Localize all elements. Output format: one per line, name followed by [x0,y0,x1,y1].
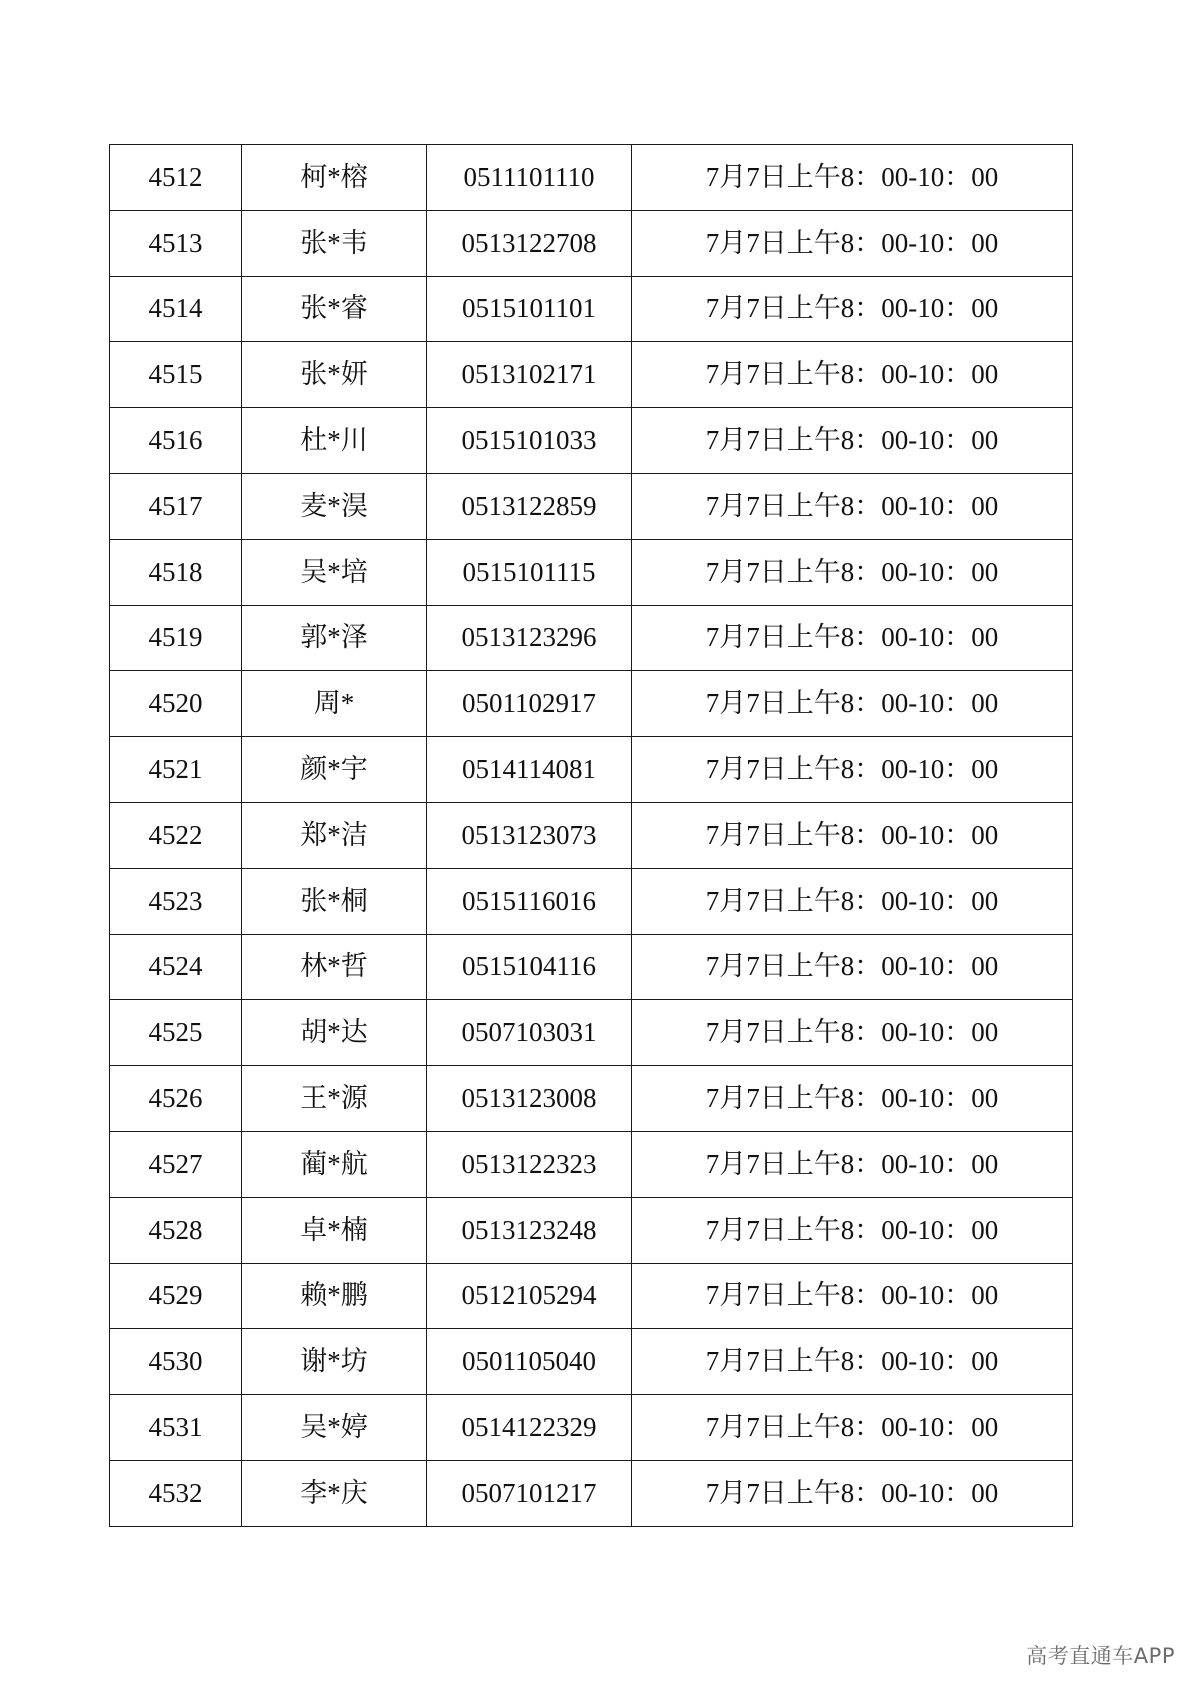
seq-cell: 4514 [110,276,242,342]
name-cell: 杜*川 [242,408,427,474]
exam-time-cell: 7月7日上午8：00-10：00 [632,671,1073,737]
exam-time-cell: 7月7日上午8：00-10：00 [632,539,1073,605]
table-row [110,1197,1073,1263]
seq-cell: 4521 [110,737,242,803]
exam-number-cell: 0513123248 [427,1197,632,1263]
table-row [110,408,1073,474]
exam-number-cell: 0515104116 [427,934,632,1000]
seq-cell: 4518 [110,539,242,605]
exam-number-cell: 0501102917 [427,671,632,737]
exam-time-cell: 7月7日上午8：00-10：00 [632,1395,1073,1461]
seq-cell: 4527 [110,1131,242,1197]
watermark-text: 高考直通车APP [1026,1644,1175,1668]
table-row [110,1263,1073,1329]
name-cell: 张*妍 [242,342,427,408]
table-row [110,210,1073,276]
name-cell: 郑*洁 [242,802,427,868]
exam-number-cell: 0507101217 [427,1460,632,1526]
exam-time-cell: 7月7日上午8：00-10：00 [632,408,1073,474]
name-cell: 卓*楠 [242,1197,427,1263]
table-row [110,671,1073,737]
seq-cell: 4512 [110,145,242,211]
exam-number-cell: 0515116016 [427,868,632,934]
exam-time-cell: 7月7日上午8：00-10：00 [632,737,1073,803]
exam-time-cell: 7月7日上午8：00-10：00 [632,802,1073,868]
seq-cell: 4520 [110,671,242,737]
exam-time-cell: 7月7日上午8：00-10：00 [632,276,1073,342]
exam-time-cell: 7月7日上午8：00-10：00 [632,1460,1073,1526]
name-cell: 蔺*航 [242,1131,427,1197]
exam-time-cell: 7月7日上午8：00-10：00 [632,1066,1073,1132]
student-schedule-table [109,144,1073,1527]
exam-number-cell: 0507103031 [427,1000,632,1066]
name-cell: 吴*婷 [242,1395,427,1461]
name-cell: 李*庆 [242,1460,427,1526]
exam-time-cell: 7月7日上午8：00-10：00 [632,868,1073,934]
exam-number-cell: 0515101115 [427,539,632,605]
name-cell: 麦*淏 [242,473,427,539]
seq-cell: 4522 [110,802,242,868]
table-row [110,1066,1073,1132]
name-cell: 胡*达 [242,1000,427,1066]
name-cell: 张*韦 [242,210,427,276]
name-cell: 张*桐 [242,868,427,934]
table-row [110,1395,1073,1461]
name-cell: 张*睿 [242,276,427,342]
seq-cell: 4528 [110,1197,242,1263]
table-row [110,934,1073,1000]
seq-cell: 4513 [110,210,242,276]
table-row [110,276,1073,342]
exam-number-cell: 0514114081 [427,737,632,803]
exam-time-cell: 7月7日上午8：00-10：00 [632,473,1073,539]
name-cell: 郭*泽 [242,605,427,671]
seq-cell: 4515 [110,342,242,408]
table-row [110,605,1073,671]
seq-cell: 4526 [110,1066,242,1132]
exam-number-cell: 0513102171 [427,342,632,408]
table-row [110,802,1073,868]
exam-number-cell: 0513122323 [427,1131,632,1197]
name-cell: 王*源 [242,1066,427,1132]
exam-number-cell: 0515101033 [427,408,632,474]
seq-cell: 4524 [110,934,242,1000]
seq-cell: 4531 [110,1395,242,1461]
table-row [110,1329,1073,1395]
exam-time-cell: 7月7日上午8：00-10：00 [632,1263,1073,1329]
name-cell: 赖*鹏 [242,1263,427,1329]
exam-time-cell: 7月7日上午8：00-10：00 [632,1131,1073,1197]
table-row [110,1131,1073,1197]
name-cell: 柯*榕 [242,145,427,211]
name-cell: 林*哲 [242,934,427,1000]
name-cell: 谢*坊 [242,1329,427,1395]
exam-number-cell: 0513123296 [427,605,632,671]
table-row [110,1460,1073,1526]
seq-cell: 4529 [110,1263,242,1329]
table-row [110,868,1073,934]
seq-cell: 4525 [110,1000,242,1066]
table-body [110,145,1073,1527]
exam-number-cell: 0501105040 [427,1329,632,1395]
table-row [110,473,1073,539]
exam-time-cell: 7月7日上午8：00-10：00 [632,342,1073,408]
exam-time-cell: 7月7日上午8：00-10：00 [632,934,1073,1000]
exam-time-cell: 7月7日上午8：00-10：00 [632,1000,1073,1066]
exam-time-cell: 7月7日上午8：00-10：00 [632,145,1073,211]
exam-number-cell: 0512105294 [427,1263,632,1329]
table-row [110,1000,1073,1066]
seq-cell: 4530 [110,1329,242,1395]
table-row [110,342,1073,408]
exam-number-cell: 0515101101 [427,276,632,342]
seq-cell: 4519 [110,605,242,671]
exam-number-cell: 0513122708 [427,210,632,276]
table-row [110,539,1073,605]
name-cell: 吴*培 [242,539,427,605]
table-row [110,737,1073,803]
exam-time-cell: 7月7日上午8：00-10：00 [632,210,1073,276]
exam-number-cell: 0513122859 [427,473,632,539]
table-row [110,145,1073,211]
name-cell: 周* [242,671,427,737]
seq-cell: 4517 [110,473,242,539]
exam-number-cell: 0513123073 [427,802,632,868]
exam-number-cell: 0511101110 [427,145,632,211]
exam-number-cell: 0513123008 [427,1066,632,1132]
exam-number-cell: 0514122329 [427,1395,632,1461]
seq-cell: 4523 [110,868,242,934]
seq-cell: 4516 [110,408,242,474]
name-cell: 颜*宇 [242,737,427,803]
exam-time-cell: 7月7日上午8：00-10：00 [632,605,1073,671]
exam-time-cell: 7月7日上午8：00-10：00 [632,1197,1073,1263]
exam-time-cell: 7月7日上午8：00-10：00 [632,1329,1073,1395]
seq-cell: 4532 [110,1460,242,1526]
